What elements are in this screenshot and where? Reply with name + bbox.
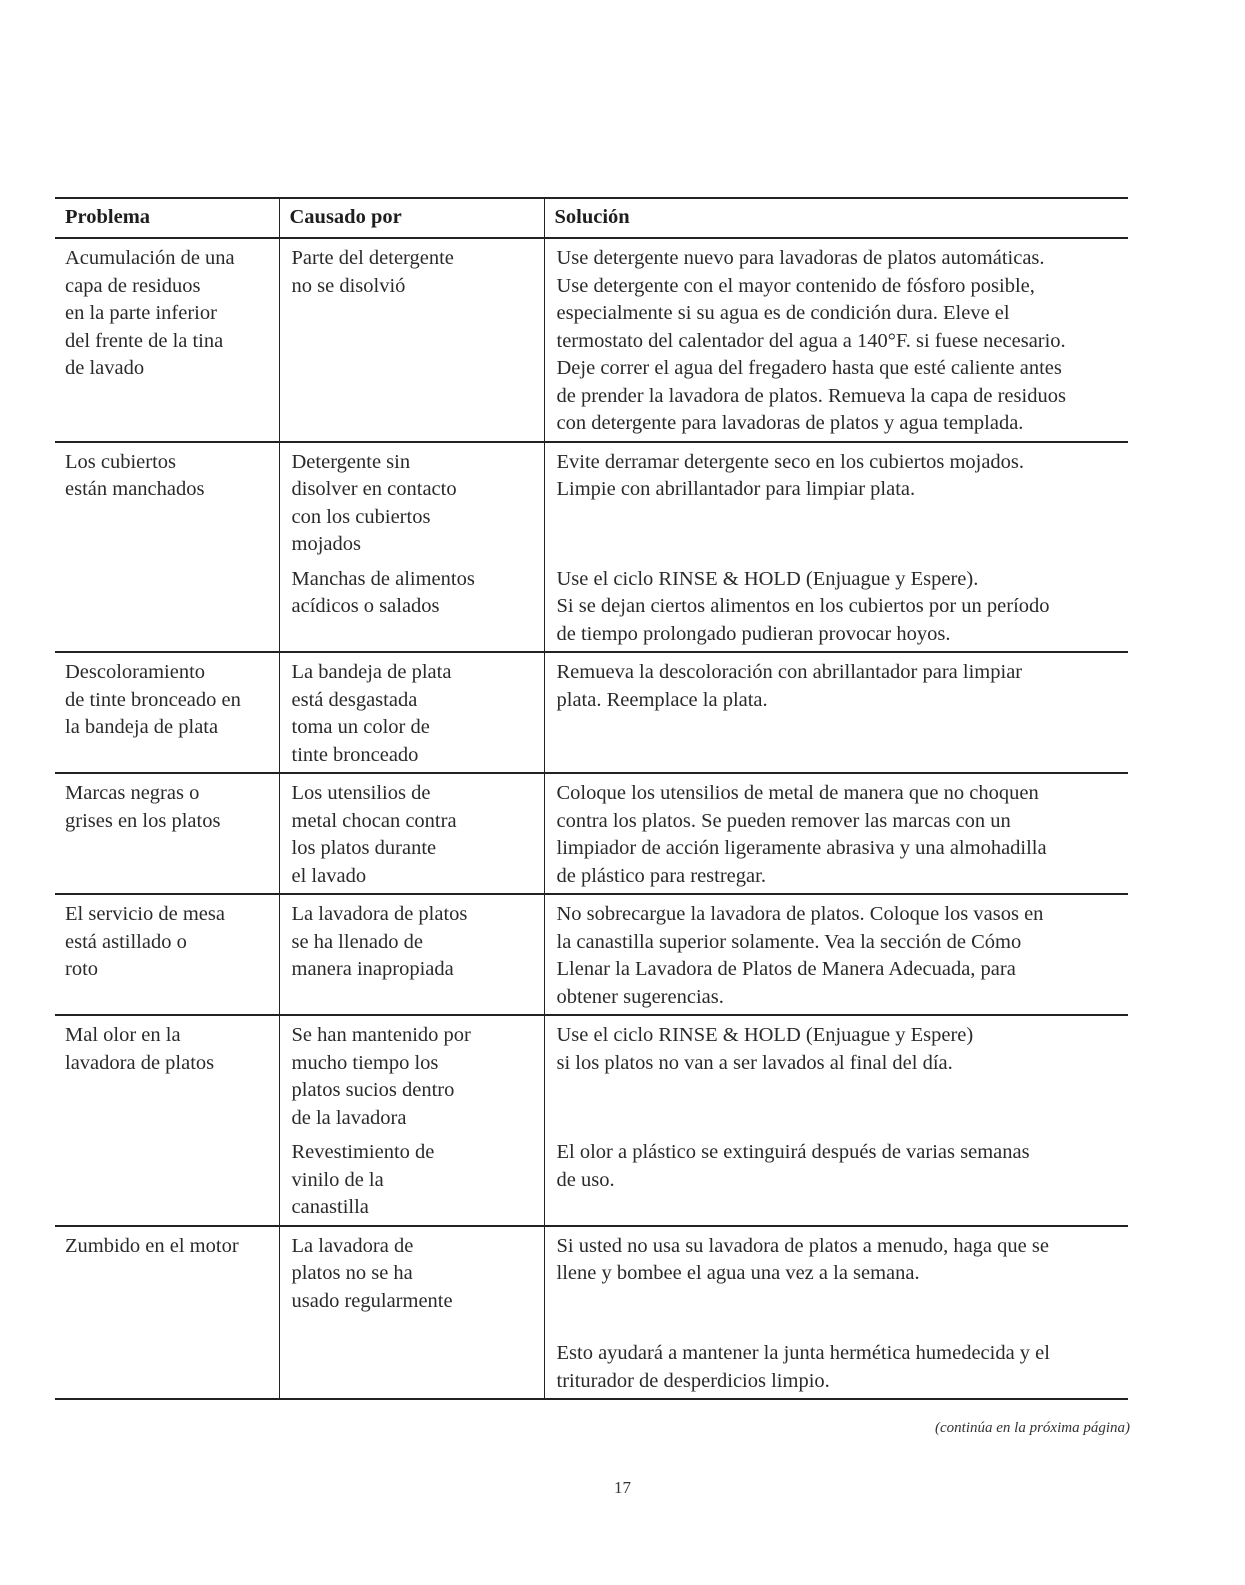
problem-text: grises en los platos [65,809,221,832]
solution-text: la canastilla superior solamente. Vea la sección de Cómo [556,930,1022,953]
cause-text: canastilla [291,1196,369,1218]
cause-entry [280,239,544,441]
problem-text: Acumulación de una [65,247,235,269]
solution-entry [545,1318,1129,1398]
cause-entry [280,774,544,893]
solution-text: plata. Reemplace la plata. [556,688,768,711]
problem-text: del frente de la tina [65,329,224,352]
problem-text: Mal olor en la [65,1024,181,1046]
solution-cell [544,442,1128,653]
cause-text: está desgastada [291,688,418,711]
problem-cell [55,894,279,1015]
problem-cell [55,442,279,653]
table-row [55,442,1128,653]
solution-text: de uso. [556,1168,615,1191]
cause-text: Revestimiento de [291,1141,435,1163]
solution-text: Use detergente nuevo para lavadoras de platos automáticas. [556,247,1045,269]
cause-text: Manchas de alimentos [291,567,475,590]
solution-entry [545,1227,1129,1319]
problem-text: están manchados [65,478,205,500]
solution-text: con detergente para lavadoras de platos y agua templada. [556,412,1024,434]
cause-entry [280,562,544,652]
cause-entry [280,1318,544,1398]
solution-entry [545,774,1129,893]
solution-text: Use el ciclo RINSE & HOLD (Enjuague y Espere). [556,567,979,590]
cause-entry [280,895,544,1014]
problem-text: de lavado [65,357,145,379]
problem-text: en la parte inferior [65,302,217,324]
solution-text: triturador de desperdicios limpio. [556,1369,830,1392]
table-header-row [55,198,1128,238]
cause-entry [280,1135,544,1225]
problem-cell [55,652,279,773]
continued-note: (continúa en la próxima página) [935,1420,1130,1436]
solution-entry [545,1135,1129,1225]
cause-text: manera inapropiada [291,958,454,980]
solution-text: Esto ayudará a mantener la junta hermética humedecida y el [556,1342,1050,1364]
cause-text: acídicos o salados [291,595,440,617]
cause-text: mucho tiempo los [291,1051,439,1074]
cause-text: platos sucios dentro [291,1079,455,1101]
solution-text: Si se dejan ciertos alimentos en los cubiertos por un período [556,595,1050,617]
problem-cell [55,238,279,442]
header-cause: Causado por [279,198,544,238]
cause-text: platos no se ha [291,1262,413,1284]
cause-text: con los cubiertos [291,505,431,528]
solution-text: contra los platos. Se pueden remover las marcas con un [556,809,1011,832]
cause-cell [279,238,544,442]
solution-text: El olor a plástico se extinguirá después de varias semanas [556,1141,1030,1163]
page-number: 17 [614,1478,631,1497]
solution-text: obtener sugerencias. [556,985,724,1008]
problem-text: Los cubiertos [65,450,177,473]
cause-text: Detergente sin [291,450,411,473]
solution-text: Deje correr el agua del fregadero hasta que esté caliente antes [556,357,1062,379]
cause-text: Se han mantenido por [291,1024,471,1046]
solution-text: Coloque los utensilios de metal de manera que no choquen [556,782,1039,804]
solution-text: termostato del calentador del agua a 140°F. si fuese necesario. [556,329,1066,352]
problem-text: roto [65,958,99,980]
problem-text: Zumbido en el motor [65,1234,239,1257]
solution-text: Evite derramar detergente seco en los cubiertos mojados. [556,450,1025,473]
solution-text: Llenar la Lavadora de Platos de Manera Adecuada, para [556,958,1016,980]
solution-cell [544,894,1128,1015]
solution-text: de prender la lavadora de platos. Remueva la capa de residuos [556,384,1066,407]
solution-cell [544,1015,1128,1226]
table-row [55,773,1128,894]
solution-cell [544,652,1128,773]
solution-text: Limpie con abrillantador para limpiar plata. [556,478,916,500]
solution-entry [545,1016,1129,1135]
cause-cell [279,442,544,653]
problem-text: la bandeja de plata [65,716,219,738]
cause-text: Los utensilios de [291,782,431,804]
table-row [55,652,1128,773]
cause-cell [279,652,544,773]
solution-entry [545,562,1129,652]
solution-entry [545,239,1129,441]
problem-text: capa de residuos [65,274,201,297]
cause-text: disolver en contacto [291,478,457,500]
table-row [55,1015,1128,1226]
solution-text: No sobrecargue la lavadora de platos. Coloque los vasos en [556,903,1044,925]
problem-text: de tinte bronceado en [65,688,241,711]
cause-text: de la lavadora [291,1106,407,1129]
table-body [55,238,1128,1399]
cause-text: La lavadora de platos [291,903,468,925]
cause-cell [279,1015,544,1226]
problem-text: Descoloramiento [65,661,206,683]
problem-text: está astillado o [65,930,187,953]
cause-entry [280,1227,544,1319]
solution-text: especialmente si su agua es de condición dura. Eleve el [556,302,1010,324]
cause-text: La bandeja de plata [291,661,452,683]
cause-text: el lavado [291,864,367,887]
cause-text: metal chocan contra [291,809,457,832]
problem-text: lavadora de platos [65,1051,215,1074]
header-problem: Problema [55,198,279,238]
solution-cell [544,773,1128,894]
solution-text: llene y bombee el agua una vez a la semana. [556,1262,920,1284]
cause-cell [279,1226,544,1400]
cause-text: vinilo de la [291,1168,384,1191]
cause-text: los platos durante [291,837,437,859]
cause-text: usado regularmente [291,1289,453,1312]
solution-text: limpiador de acción ligeramente abrasiva y una almohadilla [556,837,1047,859]
header-solution: Solución [544,198,1128,238]
cause-text: tinte bronceado [291,743,419,766]
cause-entry [280,653,544,772]
problem-text: Marcas negras o [65,782,200,804]
solution-text: Use detergente con el mayor contenido de fósforo posible, [556,274,1035,297]
solution-text: de plástico para restregar. [556,864,766,887]
problem-text: El servicio de mesa [65,903,225,925]
cause-text: La lavadora de [291,1234,414,1257]
table-row [55,1226,1128,1400]
cause-entry [280,1016,544,1135]
cause-text: mojados [291,533,361,555]
cause-text: toma un color de [291,716,430,738]
table-row [55,894,1128,1015]
solution-text: Use el ciclo RINSE & HOLD (Enjuague y Espere) [556,1024,974,1046]
solution-text: si los platos no van a ser lavados al final del día. [556,1051,953,1074]
table-row [55,238,1128,442]
solution-entry [545,895,1129,1014]
troubleshooting-table [55,197,1128,1400]
solution-text: Remueva la descoloración con abrillantador para limpiar [556,661,1023,683]
solution-cell [544,238,1128,442]
cause-text: se ha llenado de [291,930,423,953]
cause-text: no se disolvió [291,274,406,297]
solution-entry [545,653,1129,772]
solution-text: Si usted no usa su lavadora de platos a menudo, haga que se [556,1234,1049,1257]
solution-cell [544,1226,1128,1400]
cause-cell [279,894,544,1015]
problem-cell [55,773,279,894]
cause-cell [279,773,544,894]
problem-cell [55,1015,279,1226]
problem-cell [55,1226,279,1400]
solution-entry [545,443,1129,562]
cause-text: Parte del detergente [291,247,454,269]
cause-entry [280,443,544,562]
solution-text: de tiempo prolongado pudieran provocar hoyos. [556,622,951,645]
